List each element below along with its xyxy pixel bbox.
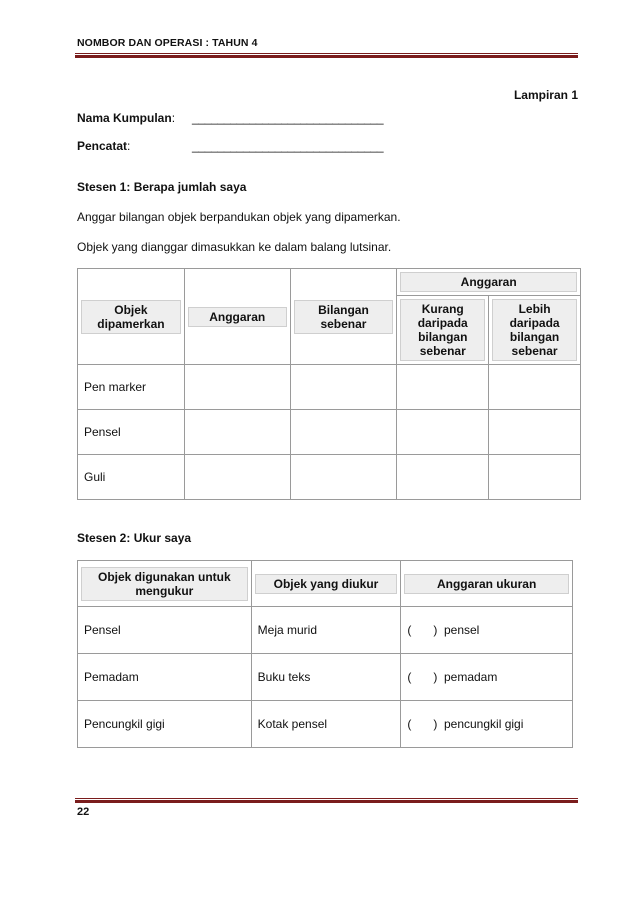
open-paren: ( — [407, 717, 412, 731]
less-cell[interactable] — [397, 365, 489, 410]
less-cell[interactable] — [397, 455, 489, 500]
header-measurement-estimate: Anggaran ukuran — [401, 561, 573, 607]
header-measuring-tool: Objek digunakan untuk mengukur — [78, 561, 252, 607]
station2-table — [77, 560, 573, 748]
less-cell[interactable] — [397, 410, 489, 455]
close-paren: ) — [433, 623, 438, 637]
close-paren: ) — [433, 717, 438, 731]
estimate-cell[interactable] — [184, 410, 290, 455]
unit-label: pensel — [443, 623, 480, 637]
table-row — [78, 607, 573, 654]
open-paren: ( — [407, 623, 412, 637]
running-header: NOMBOR DAN OPERASI : TAHUN 4 — [77, 37, 258, 49]
actual-count-cell[interactable] — [290, 455, 397, 500]
close-paren: ) — [433, 670, 438, 684]
estimate-cell[interactable] — [184, 365, 290, 410]
unit-label: pencungkil gigi — [443, 717, 524, 731]
station1-instruction-2: Objek yang dianggar dimasukkan ke dalam balang lutsinar. — [77, 240, 392, 254]
unit-label: pemadam — [443, 670, 498, 684]
tool-cell: Pemadam — [78, 654, 252, 701]
more-cell[interactable] — [489, 455, 581, 500]
open-paren: ( — [407, 670, 412, 684]
estimate-cell[interactable] — [401, 654, 573, 701]
station2-title: Stesen 2: Ukur saya — [77, 531, 192, 545]
more-cell[interactable] — [489, 410, 581, 455]
measured-cell: Buku teks — [251, 654, 401, 701]
object-cell: Pen marker — [78, 365, 185, 410]
object-cell: Guli — [78, 455, 185, 500]
station1-title: Stesen 1: Berapa jumlah saya — [77, 180, 247, 194]
table-row — [78, 654, 573, 701]
station1-instruction-1: Anggar bilangan objek berpandukan objek yang dipamerkan. — [77, 210, 401, 224]
header-estimate: Anggaran — [184, 269, 290, 365]
recorder-field — [77, 139, 384, 153]
header-actual-count: Bilangan sebenar — [290, 269, 397, 365]
estimate-cell[interactable] — [401, 607, 573, 654]
header-more-than-actual: Lebih daripada bilangan sebenar — [489, 296, 581, 365]
estimate-cell[interactable] — [184, 455, 290, 500]
table-row — [78, 455, 581, 500]
tool-cell: Pensel — [78, 607, 252, 654]
table-row — [78, 410, 581, 455]
page-number: 22 — [77, 806, 90, 818]
actual-count-cell[interactable] — [290, 410, 397, 455]
measured-cell: Kotak pensel — [251, 701, 401, 748]
recorder-blank: ______________________________ — [192, 139, 384, 153]
group-name-field — [77, 111, 384, 125]
group-name-colon: : — [171, 111, 176, 125]
group-name-blank: ______________________________ — [192, 111, 384, 125]
more-cell[interactable] — [489, 365, 581, 410]
header-measured-object: Objek yang diukur — [251, 561, 401, 607]
estimate-cell[interactable] — [401, 701, 573, 748]
table-row — [78, 701, 573, 748]
group-name-label: Nama Kumpulan — [77, 111, 172, 125]
measured-cell: Meja murid — [251, 607, 401, 654]
actual-count-cell[interactable] — [290, 365, 397, 410]
station1-table — [77, 268, 581, 500]
footer-rule — [75, 798, 578, 803]
appendix-label: Lampiran 1 — [513, 88, 578, 102]
table-row — [78, 365, 581, 410]
header-less-than-actual: Kurang daripada bilangan sebenar — [397, 296, 489, 365]
recorder-label: Pencatat — [77, 139, 128, 153]
header-object: Objek dipamerkan — [78, 269, 185, 365]
object-cell: Pensel — [78, 410, 185, 455]
recorder-colon: : — [127, 139, 131, 153]
tool-cell: Pencungkil gigi — [78, 701, 252, 748]
header-rule — [75, 53, 578, 58]
header-estimate-group: Anggaran — [397, 269, 581, 296]
